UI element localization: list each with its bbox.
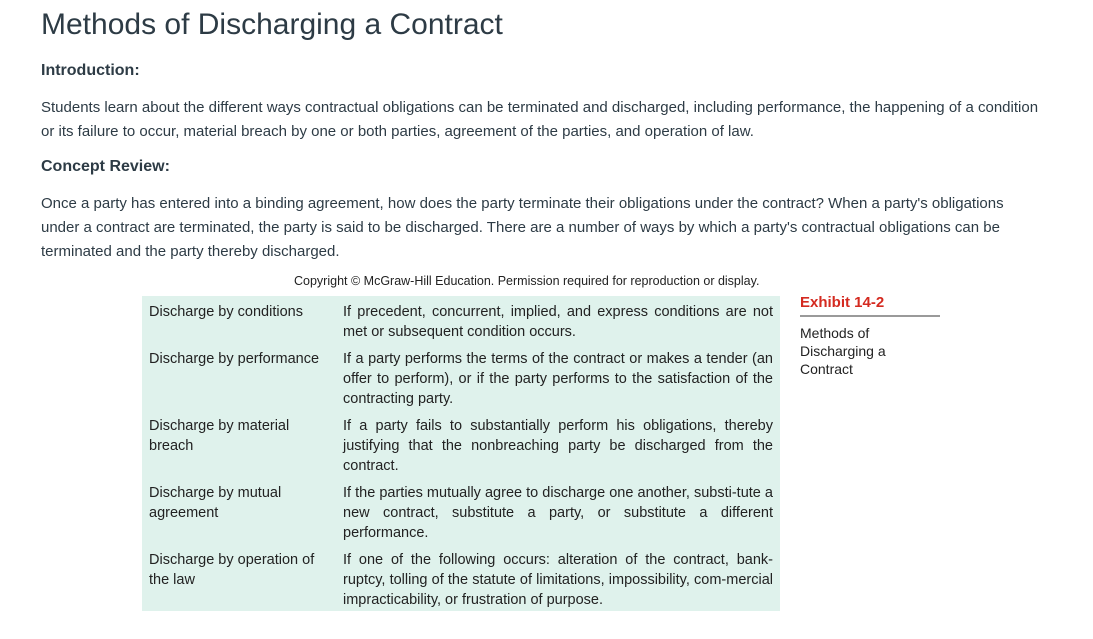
discharge-methods-table xyxy=(142,296,780,611)
exhibit-figure xyxy=(142,274,942,614)
introduction-text: Students learn about the different ways contractual obligations can be terminated and discharged, including performance, the happening of a condition or its failure to occur, material breach by one or both parties, agreement of the parties, and operation of law. xyxy=(41,99,1039,140)
method-description: If a party fails to substantially perform his obligations, thereby justifying that the nonbreaching party be discharged from the contract. xyxy=(343,418,773,474)
method-term: Discharge by operation of the law xyxy=(149,552,315,588)
method-term: Discharge by material breach xyxy=(149,418,290,454)
method-description: If precedent, concurrent, implied, and express conditions are not met or subsequent condition occurs. xyxy=(343,304,773,340)
page-title: Methods of Discharging a Contract xyxy=(41,8,503,41)
exhibit-label: Exhibit 14-2 xyxy=(800,294,940,317)
method-term: Discharge by conditions xyxy=(149,304,303,320)
method-term: Discharge by performance xyxy=(149,351,320,367)
exhibit-sidebar xyxy=(800,294,940,378)
method-description: If the parties mutually agree to discharge one another, substi-tute a new contract, substitute a party, or substitute a different performance. xyxy=(343,485,773,541)
method-description: If one of the following occurs: alteration of the contract, bank-ruptcy, tolling of the statute of limitations, impossibility, com-mercial impracticability, or frustration of purpose. xyxy=(343,552,773,608)
exhibit-caption: Methods of Discharging a Contract xyxy=(800,325,886,377)
concept-review-heading: Concept Review: xyxy=(41,158,170,175)
method-description: If a party performs the terms of the contract or makes a tender (an offer to perform), or if the party performs to the satisfaction of the contracting party. xyxy=(343,351,773,407)
copyright-notice: Copyright © McGraw-Hill Education. Permission required for reproduction or display. xyxy=(294,274,760,288)
introduction-heading: Introduction: xyxy=(41,62,140,79)
method-term: Discharge by mutual agreement xyxy=(149,485,282,521)
concept-review-text: Once a party has entered into a binding agreement, how does the party terminate their obligations under the contract? When a party's obligations under a contract are terminated, the party is said to be discharged. There are a number of ways by which a party's contractual obligations can be terminated and the party thereby discharged. xyxy=(41,195,1004,260)
